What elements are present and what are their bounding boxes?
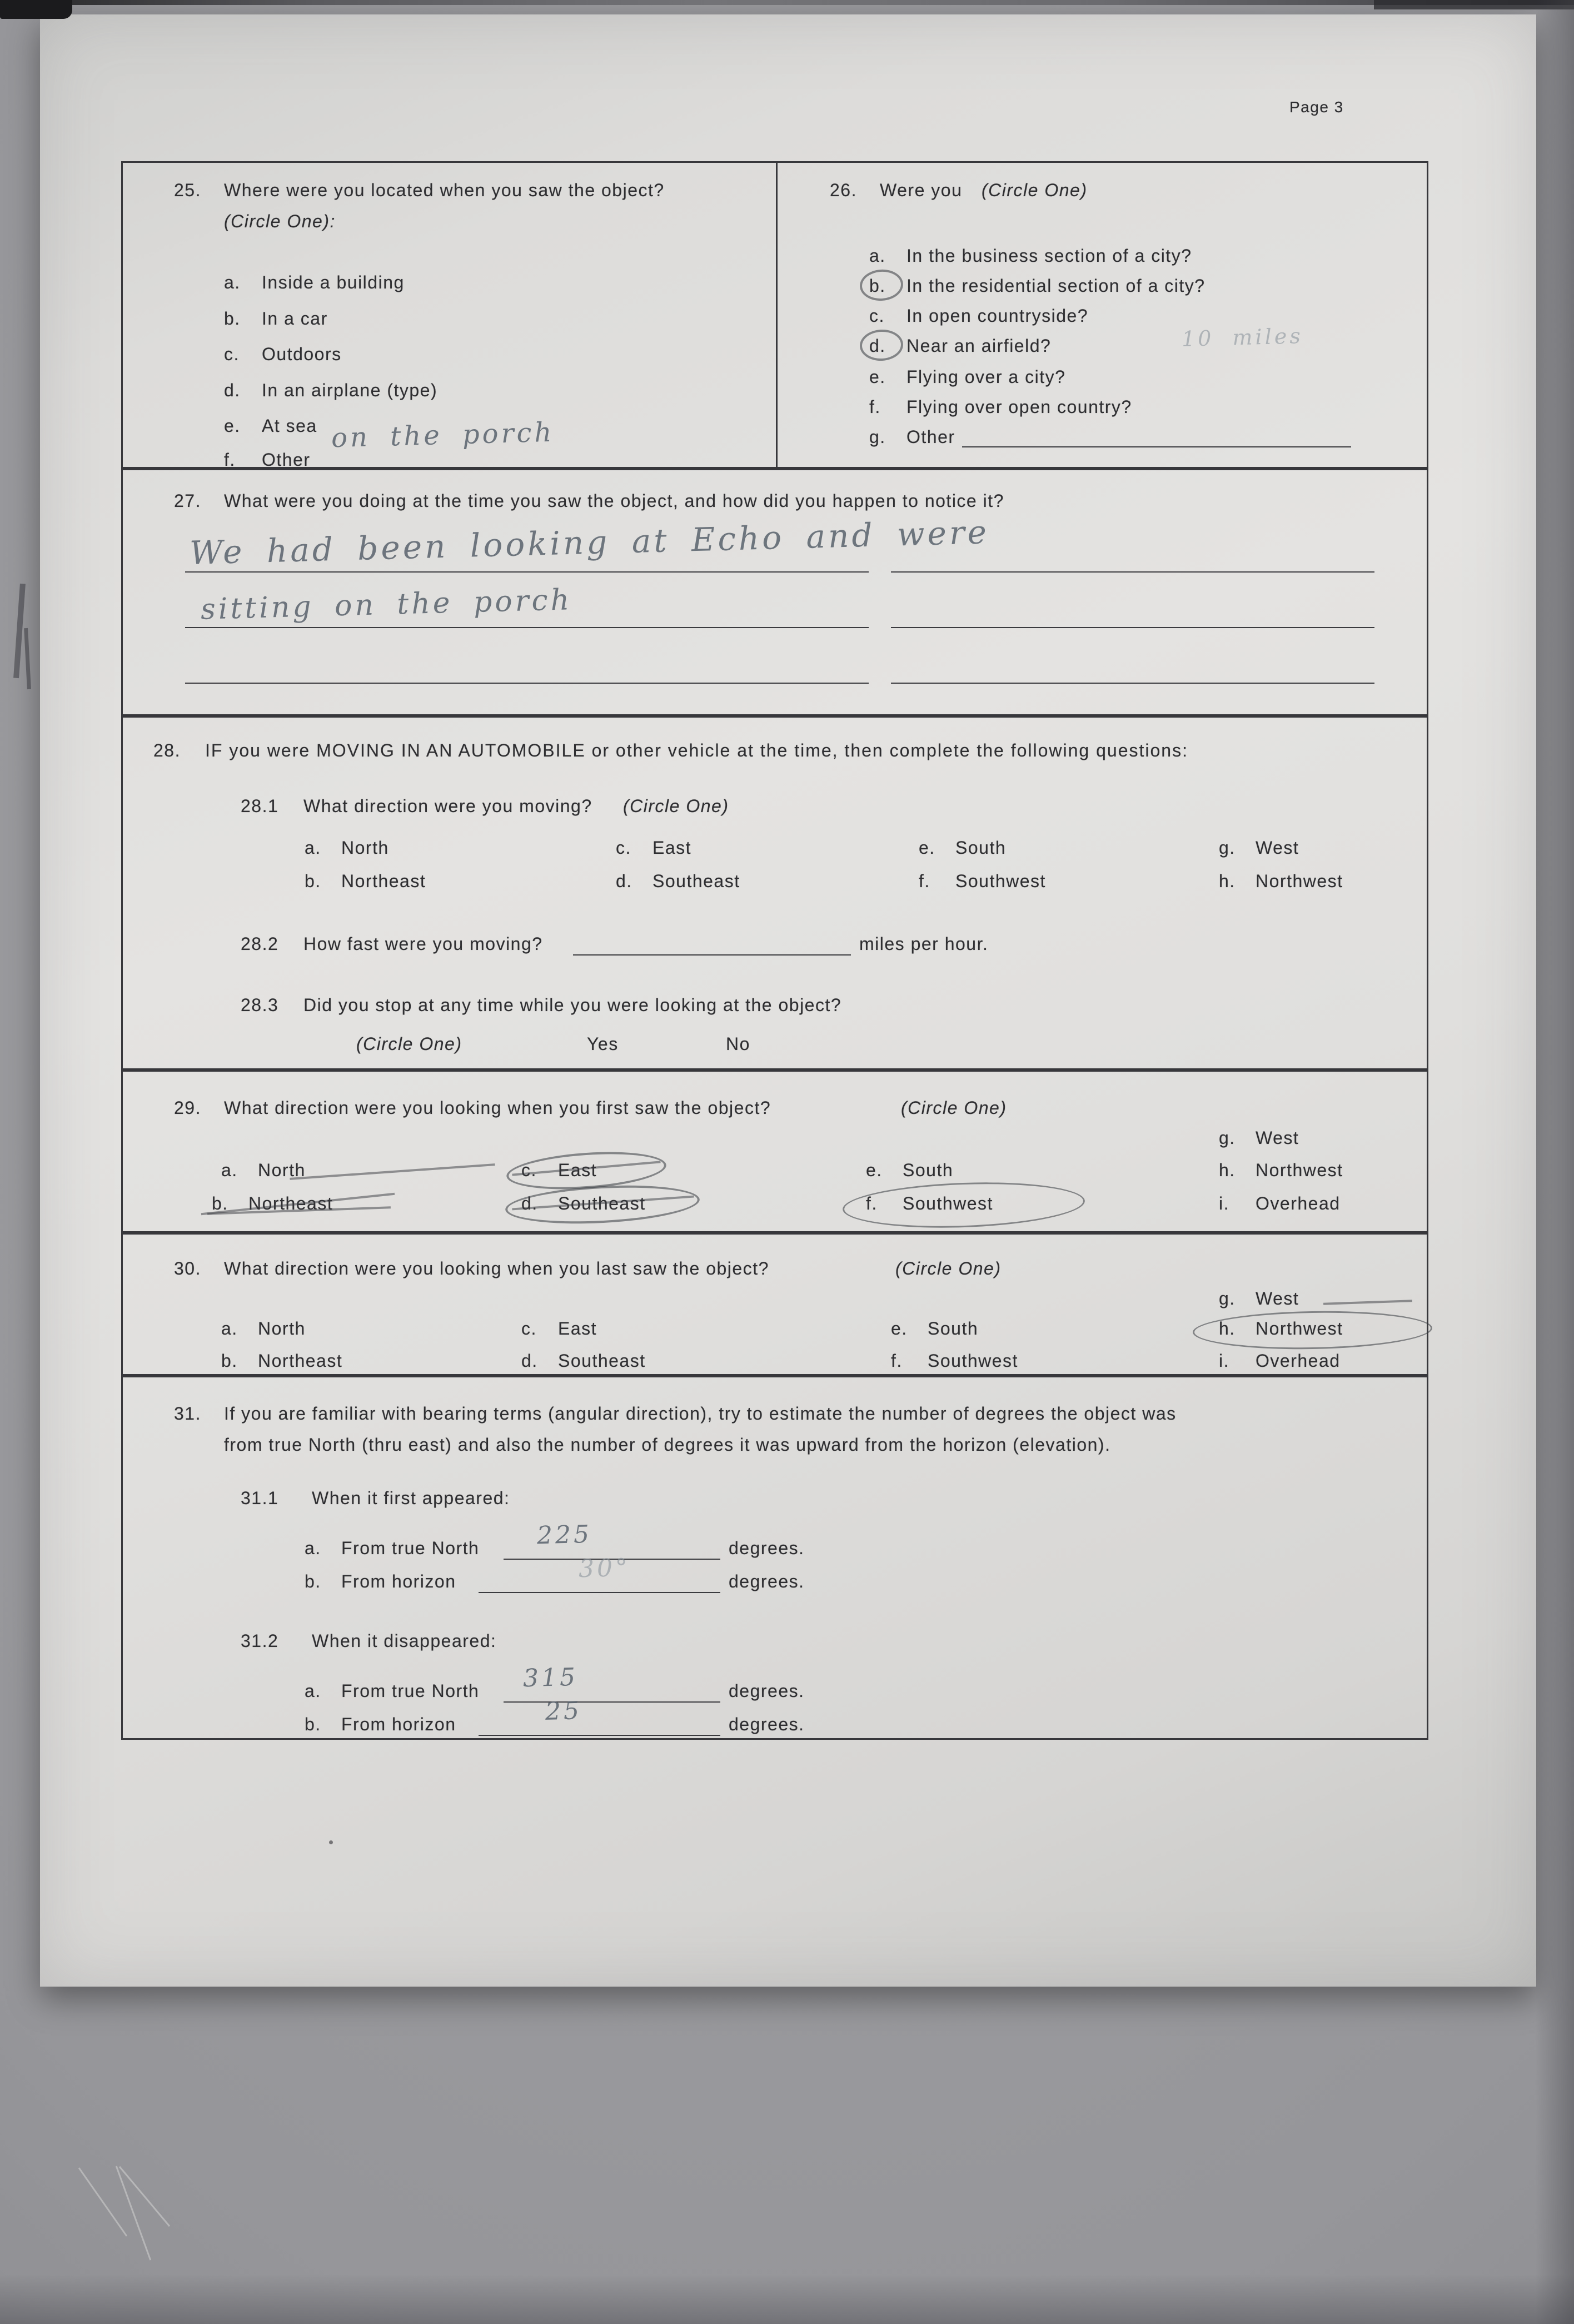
circle-annotation-q29-southwest xyxy=(842,1178,1086,1231)
q30-option-letter: c. xyxy=(521,1318,537,1338)
q28-3-question: Did you stop at any time while you were looking at the object? xyxy=(303,995,842,1015)
q25-option-letter: f. xyxy=(224,450,236,470)
q27-answer-line xyxy=(891,683,1374,684)
scribble-annotation-q29-southeast xyxy=(505,1181,701,1228)
q28-option-letter: h. xyxy=(1219,871,1236,891)
q25-number: 25. xyxy=(174,180,201,200)
q26-option-letter: g. xyxy=(869,427,886,447)
circle-annotation-q26-b xyxy=(859,268,904,302)
q29-option-label: South xyxy=(903,1160,954,1180)
q29-option-label: Northwest xyxy=(1256,1160,1343,1180)
q30-option-letter: d. xyxy=(521,1351,538,1371)
q30-option-label: Southwest xyxy=(928,1351,1018,1371)
q28-option-letter: f. xyxy=(919,871,930,891)
q28-1-instruction: (Circle One) xyxy=(623,796,729,816)
q25-option-letter: a. xyxy=(224,272,241,292)
section-q30 xyxy=(121,1233,1428,1376)
q28-option-label: Southwest xyxy=(955,871,1046,891)
q30-option-letter: a. xyxy=(221,1318,238,1338)
q28-1-question: What direction were you moving? xyxy=(303,796,592,816)
section-q31 xyxy=(121,1376,1428,1740)
q28-2-number: 28.2 xyxy=(241,934,279,954)
q25-question: Where were you located when you saw the object? xyxy=(224,180,665,200)
scan-edge-top xyxy=(0,0,1574,5)
q31-2b-blank-line xyxy=(479,1735,720,1736)
q25-option-label: Other xyxy=(262,450,311,470)
q27-answer-line xyxy=(891,571,1374,573)
q27-answer-line xyxy=(185,627,869,628)
q28-option-letter: b. xyxy=(305,871,321,891)
q29-option-letter: e. xyxy=(866,1160,883,1180)
q31-1b-value-handwriting: 30° xyxy=(578,1553,631,1584)
q30-option-label: West xyxy=(1256,1288,1299,1308)
paper-sheet xyxy=(40,14,1536,1987)
q26-option-label: Flying over open country? xyxy=(906,397,1132,417)
q31-2a-text: From true North xyxy=(341,1681,480,1701)
q29-option-letter: a. xyxy=(221,1160,238,1180)
q29-instruction: (Circle One) xyxy=(901,1098,1007,1118)
q29-option-label: Southwest xyxy=(903,1193,993,1213)
q25-option-letter: c. xyxy=(224,344,240,364)
q30-option-label: Northwest xyxy=(1256,1318,1343,1338)
section-q27 xyxy=(121,469,1428,716)
q28-2-suffix: miles per hour. xyxy=(859,934,989,954)
q27-answer-line xyxy=(185,683,869,684)
q29-option-letter: h. xyxy=(1219,1160,1236,1180)
scan-blob-top-left xyxy=(0,0,72,19)
q31-2a-letter: a. xyxy=(305,1681,321,1701)
scan-shadow-bottom xyxy=(0,2274,1574,2324)
q28-3-instruction: (Circle One) xyxy=(356,1034,462,1054)
q28-number: 28. xyxy=(153,740,181,760)
q30-instruction: (Circle One) xyxy=(895,1258,1002,1278)
q28-option-letter: e. xyxy=(919,838,935,858)
q28-option-letter: a. xyxy=(305,838,321,858)
q30-option-label: East xyxy=(558,1318,597,1338)
q29-option-letter: g. xyxy=(1219,1128,1236,1148)
q28-3-no-label: No xyxy=(726,1034,750,1054)
q28-2-question: How fast were you moving? xyxy=(303,934,543,954)
q27-answer-handwriting-line2: sitting on the porch xyxy=(200,583,572,626)
q28-option-letter: c. xyxy=(616,838,631,858)
circle-annotation-q26-d xyxy=(859,329,904,362)
q31-2b-value-handwriting: 25 xyxy=(545,1696,582,1726)
q29-option-label: West xyxy=(1256,1128,1299,1148)
q25-option-label: In an airplane (type) xyxy=(262,380,438,400)
q30-option-letter: g. xyxy=(1219,1288,1236,1308)
q31-1-title: When it first appeared: xyxy=(312,1488,510,1508)
q25-option-label: In a car xyxy=(262,308,328,329)
scan-scratch-left xyxy=(24,628,31,689)
q31-1-number: 31.1 xyxy=(241,1488,279,1508)
q26-option-label: Flying over a city? xyxy=(906,367,1066,387)
q26-margin-note-handwriting: 10 miles xyxy=(1181,324,1304,351)
q26-option-letter: d. xyxy=(869,336,886,356)
q27-answer-handwriting-line1: We had been looking at Echo and were xyxy=(189,513,990,572)
q30-option-letter: b. xyxy=(221,1351,238,1371)
q25-option-letter: d. xyxy=(224,380,241,400)
q28-option-letter: g. xyxy=(1219,838,1236,858)
q29-option-label: North xyxy=(258,1160,306,1180)
q29-option-letter: b. xyxy=(212,1193,228,1213)
q30-question: What direction were you looking when you last saw the object? xyxy=(224,1258,769,1278)
q28-option-label: Northeast xyxy=(341,871,426,891)
q25-option-label: At sea xyxy=(262,416,317,436)
q31-1b-text: From horizon xyxy=(341,1571,456,1591)
q31-2b-letter: b. xyxy=(305,1714,321,1734)
q28-3-number: 28.3 xyxy=(241,995,279,1015)
q31-1a-value-handwriting: 225 xyxy=(536,1520,592,1550)
q25-option-letter: b. xyxy=(224,308,241,329)
q29-option-label: Southeast xyxy=(558,1193,646,1213)
q31-1b-letter: b. xyxy=(305,1571,321,1591)
scan-scratch-bottom-left xyxy=(116,2166,151,2260)
q30-option-label: Northeast xyxy=(258,1351,343,1371)
q30-option-letter: h. xyxy=(1219,1318,1236,1338)
q30-option-label: Southeast xyxy=(558,1351,646,1371)
q26-option-label: In open countryside? xyxy=(906,306,1089,326)
q25-option-label: Inside a building xyxy=(262,272,405,292)
q30-number: 30. xyxy=(174,1258,201,1278)
q26-question: Were you xyxy=(880,180,963,200)
q31-2a-value-handwriting: 315 xyxy=(522,1663,579,1693)
q28-1-number: 28.1 xyxy=(241,796,279,816)
q31-2-title: When it disappeared: xyxy=(312,1631,497,1651)
q26-number: 26. xyxy=(830,180,857,200)
q28-2-blank-line xyxy=(573,954,851,956)
q31-1a-letter: a. xyxy=(305,1538,321,1558)
q26-other-blank-line xyxy=(962,446,1351,447)
q26-instruction: (Circle One) xyxy=(982,180,1088,200)
q31-2-number: 31.2 xyxy=(241,1631,279,1651)
scan-shadow-right xyxy=(1535,0,1574,2324)
q29-option-label: Overhead xyxy=(1256,1193,1341,1213)
q29-number: 29. xyxy=(174,1098,201,1118)
q31-1b-suffix: degrees. xyxy=(729,1571,805,1591)
pencil-line-after-north xyxy=(290,1163,495,1180)
column-divider xyxy=(776,163,778,467)
section-q29 xyxy=(121,1070,1428,1233)
q30-option-label: South xyxy=(928,1318,979,1338)
q25-other-handwriting: on the porch xyxy=(331,416,555,454)
q26-option-letter: e. xyxy=(869,367,886,387)
q29-option-letter: f. xyxy=(866,1193,878,1213)
q29-question: What direction were you looking when you first saw the object? xyxy=(224,1098,771,1118)
q31-number: 31. xyxy=(174,1404,201,1424)
q26-option-label: Near an airfield? xyxy=(906,336,1052,356)
q30-option-letter: i. xyxy=(1219,1351,1229,1371)
q31-1a-text: From true North xyxy=(341,1538,480,1558)
q31-2a-suffix: degrees. xyxy=(729,1681,805,1701)
q28-option-label: West xyxy=(1256,838,1299,858)
q29-option-letter: d. xyxy=(521,1193,538,1213)
q25-option-label: Outdoors xyxy=(262,344,342,364)
q25-instruction: (Circle One): xyxy=(224,211,336,231)
pencil-mark-after-west xyxy=(1323,1300,1412,1305)
q30-option-label: Overhead xyxy=(1256,1351,1341,1371)
q25-option-letter: e. xyxy=(224,416,241,436)
q26-option-label: In the business section of a city? xyxy=(906,246,1192,266)
q27-answer-line xyxy=(185,571,869,573)
section-q25-q26 xyxy=(121,161,1428,469)
q31-2b-suffix: degrees. xyxy=(729,1714,805,1734)
q28-option-label: Southeast xyxy=(652,871,740,891)
section-q28 xyxy=(121,716,1428,1070)
q26-option-label: Other xyxy=(906,427,955,447)
q31-question-line1: If you are familiar with bearing terms (angular direction), try to estimate the number of degrees the object was xyxy=(224,1404,1177,1424)
q29-option-letter: c. xyxy=(521,1160,537,1180)
q28-option-label: East xyxy=(652,838,692,858)
q26-option-letter: f. xyxy=(869,397,881,417)
q28-option-letter: d. xyxy=(616,871,632,891)
q27-number: 27. xyxy=(174,491,201,511)
q28-3-yes-label: Yes xyxy=(587,1034,619,1054)
circle-annotation-q30-northwest xyxy=(1192,1309,1432,1351)
q27-answer-line xyxy=(891,627,1374,628)
q27-question: What were you doing at the time you saw the object, and how did you happen to notice it? xyxy=(224,491,1004,511)
q31-1b-blank-line xyxy=(479,1592,720,1593)
questionnaire-form xyxy=(121,161,1428,1743)
q31-question-line2: from true North (thru east) and also the number of degrees it was upward from the horizon (elevation). xyxy=(224,1435,1111,1455)
q31-2b-text: From horizon xyxy=(341,1714,456,1734)
q28-question: IF you were MOVING IN AN AUTOMOBILE or other vehicle at the time, then complete the following questions: xyxy=(205,740,1188,760)
q29-option-label: East xyxy=(558,1160,597,1180)
page-label: Page 3 xyxy=(1289,98,1344,116)
q31-1a-suffix: degrees. xyxy=(729,1538,805,1558)
q29-option-label: Northeast xyxy=(248,1193,333,1213)
q26-option-label: In the residential section of a city? xyxy=(906,276,1206,296)
q30-option-letter: e. xyxy=(891,1318,908,1338)
q29-option-letter: i. xyxy=(1219,1193,1229,1213)
q28-option-label: Northwest xyxy=(1256,871,1343,891)
q30-option-letter: f. xyxy=(891,1351,903,1371)
q28-option-label: South xyxy=(955,838,1007,858)
q26-option-letter: c. xyxy=(869,306,885,326)
q28-option-label: North xyxy=(341,838,389,858)
q26-option-letter: b. xyxy=(869,276,886,296)
q30-option-label: North xyxy=(258,1318,306,1338)
q31-2a-blank-line xyxy=(504,1701,720,1703)
scan-speck xyxy=(329,1840,333,1844)
q26-option-letter: a. xyxy=(869,246,886,266)
